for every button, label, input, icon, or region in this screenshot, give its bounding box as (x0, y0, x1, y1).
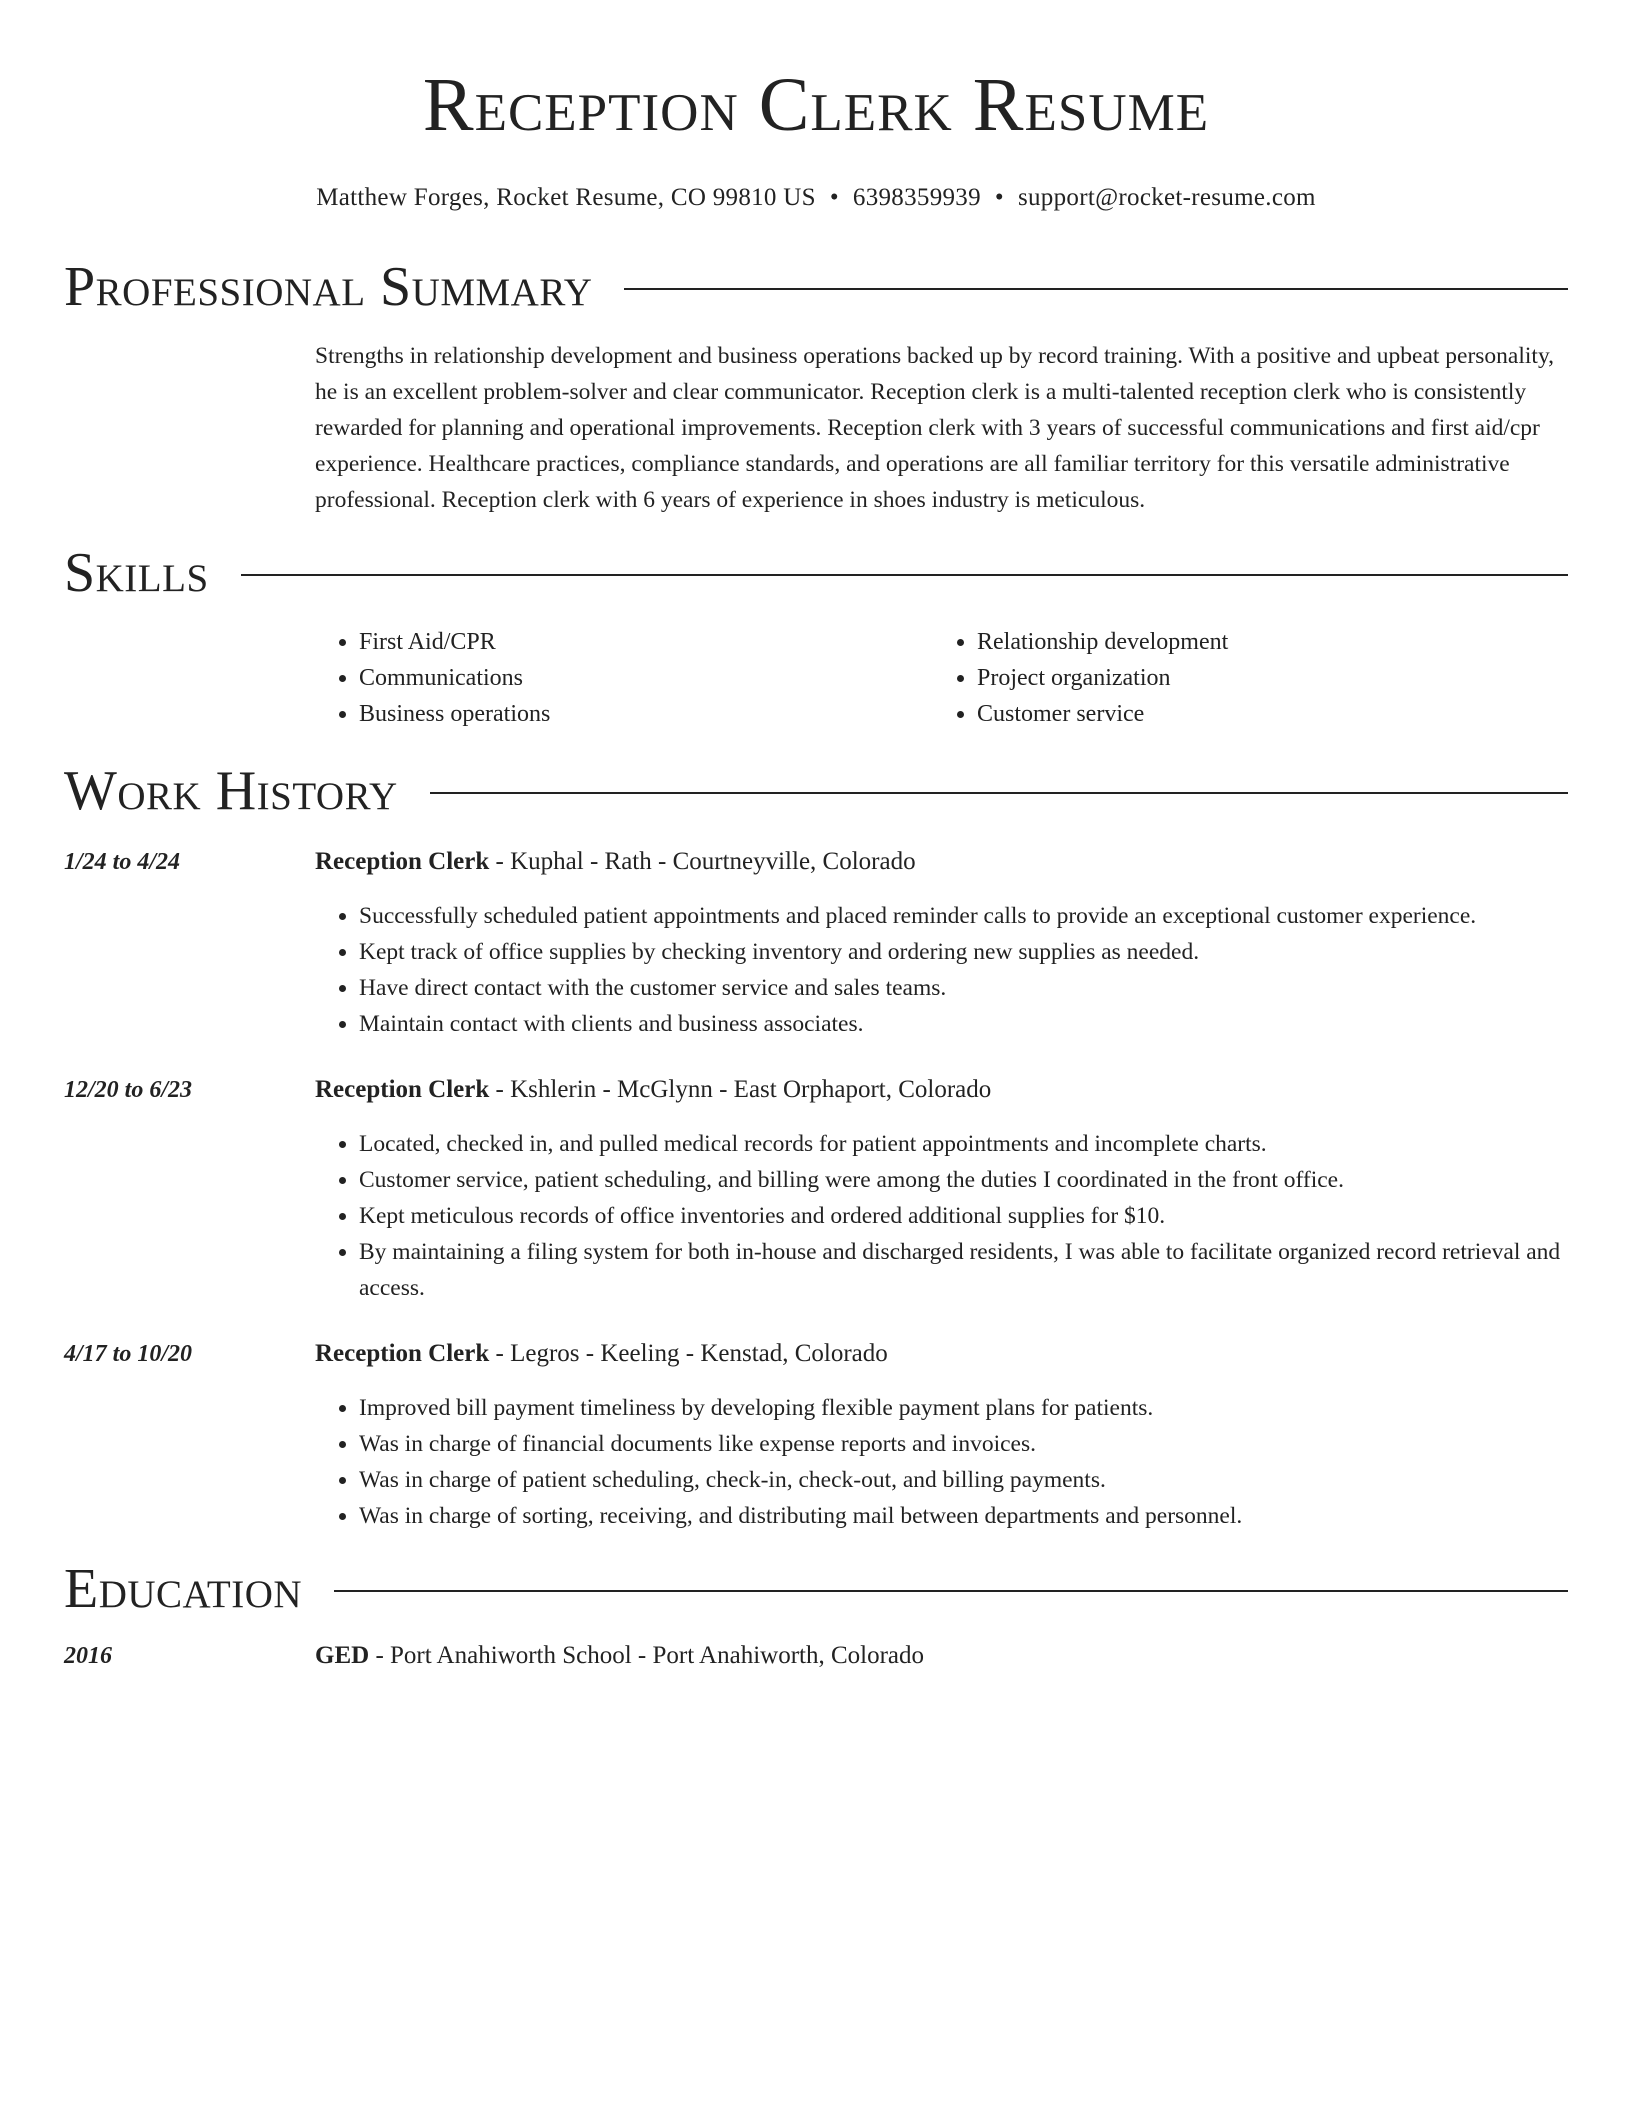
job-bullet: • By maintaining a filing system for both in-house and discharged residents, I was able to facilitate organized record retrieval and access. (359, 1234, 1568, 1306)
job-dates: 4/17 to 10/20 (64, 1341, 193, 1367)
job-entry (64, 844, 1568, 1042)
skills-list (315, 624, 1568, 732)
job-bullet: • Was in charge of sorting, receiving, and distributing mail between departments and personnel. (359, 1498, 1568, 1534)
job-bullets (315, 898, 1568, 1042)
job-bullet: • Successfully scheduled patient appointments and placed reminder calls to provide an exceptional customer experience. (359, 898, 1568, 934)
resume-page (64, 0, 1568, 1674)
job-entry (64, 1072, 1568, 1306)
work-section-header (64, 758, 1568, 824)
contact-separator: • (994, 184, 1004, 211)
summary-heading: Professional Summary (64, 256, 593, 318)
skill-item: • Relationship development (977, 624, 1551, 660)
job-dates: 1/24 to 4/24 (64, 849, 181, 875)
job-title: Reception Clerk (315, 1076, 490, 1103)
summary-text: Strengths in relationship development and business operations backed up by record training. With a positive and upbeat personality, he is an excellent problem-solver and clear communicator. Reception clerk is a multi-talented reception clerk who is consistently rewarded for planning and operational improvements. Reception clerk with 3 years of successful communications and first aid/cpr experience. Healthcare practices, compliance standards, and operations are all familiar territory for this versatile administrative professional. Reception clerk with 6 years of experience in shoes industry is meticulous. (315, 343, 1555, 513)
job-bullet: • Improved bill payment timeliness by developing flexible payment plans for patients. (359, 1390, 1568, 1426)
education-heading: Education (64, 1558, 303, 1620)
contact-phone: 6398359939 (852, 184, 981, 211)
job-bullet: • Was in charge of financial documents like expense reports and invoices. (359, 1426, 1568, 1462)
skill-item: • Business operations (359, 696, 933, 732)
job-details: - Legros - Keeling - Kenstad, Colorado (489, 1340, 888, 1367)
page-title: Reception Clerk Resume (422, 63, 1210, 147)
section-divider (241, 574, 1568, 576)
contact-address: Matthew Forges, Rocket Resume, CO 99810 US (316, 184, 816, 211)
job-dates: 12/20 to 6/23 (64, 1077, 193, 1103)
job-bullets (315, 1390, 1568, 1534)
skill-item: • First Aid/CPR (359, 624, 933, 660)
job-heading (315, 1336, 1568, 1372)
job-entry (64, 1336, 1568, 1534)
skill-item: • Project organization (977, 660, 1551, 696)
job-bullet: • Maintain contact with clients and business associates. (359, 1006, 1568, 1042)
job-bullets (315, 1126, 1568, 1306)
education-section-header (64, 1556, 1568, 1622)
section-divider (334, 1590, 1568, 1592)
education-degree: GED (315, 1642, 370, 1669)
education-year: 2016 (64, 1643, 112, 1669)
contact-email: support@rocket-resume.com (1017, 184, 1316, 211)
education-details: - Port Anahiworth School - Port Anahiworth, Colorado (369, 1642, 925, 1669)
job-heading (315, 1072, 1568, 1108)
job-details: - Kuphal - Rath - Courtneyville, Colorado (489, 848, 916, 875)
skills-heading: Skills (64, 542, 209, 604)
skills-section-header (64, 540, 1568, 606)
summary-section-header (64, 254, 1568, 320)
job-title: Reception Clerk (315, 1340, 490, 1367)
education-entry (64, 1638, 1568, 1674)
skill-item: • Customer service (977, 696, 1551, 732)
job-bullet: • Have direct contact with the customer service and sales teams. (359, 970, 1568, 1006)
section-divider (430, 792, 1568, 794)
job-bullet: • Was in charge of patient scheduling, check-in, check-out, and billing payments. (359, 1462, 1568, 1498)
job-bullet: • Kept meticulous records of office inventories and ordered additional supplies for $10. (359, 1198, 1568, 1234)
job-heading (315, 844, 1568, 880)
job-bullet: • Kept track of office supplies by checking inventory and ordering new supplies as needed. (359, 934, 1568, 970)
job-bullet: • Located, checked in, and pulled medical records for patient appointments and incomplete charts. (359, 1126, 1568, 1162)
job-title: Reception Clerk (315, 848, 490, 875)
contact-line (64, 182, 1568, 214)
education-heading-line (315, 1638, 1568, 1674)
work-heading: Work History (64, 760, 398, 822)
skills-column-left (315, 624, 933, 732)
job-details: - Kshlerin - McGlynn - East Orphaport, Colorado (489, 1076, 992, 1103)
contact-separator: • (829, 184, 839, 211)
section-divider (624, 288, 1568, 290)
skill-item: • Communications (359, 660, 933, 696)
skills-column-right (933, 624, 1551, 732)
job-bullet: • Customer service, patient scheduling, and billing were among the duties I coordinated in the front office. (359, 1162, 1568, 1198)
